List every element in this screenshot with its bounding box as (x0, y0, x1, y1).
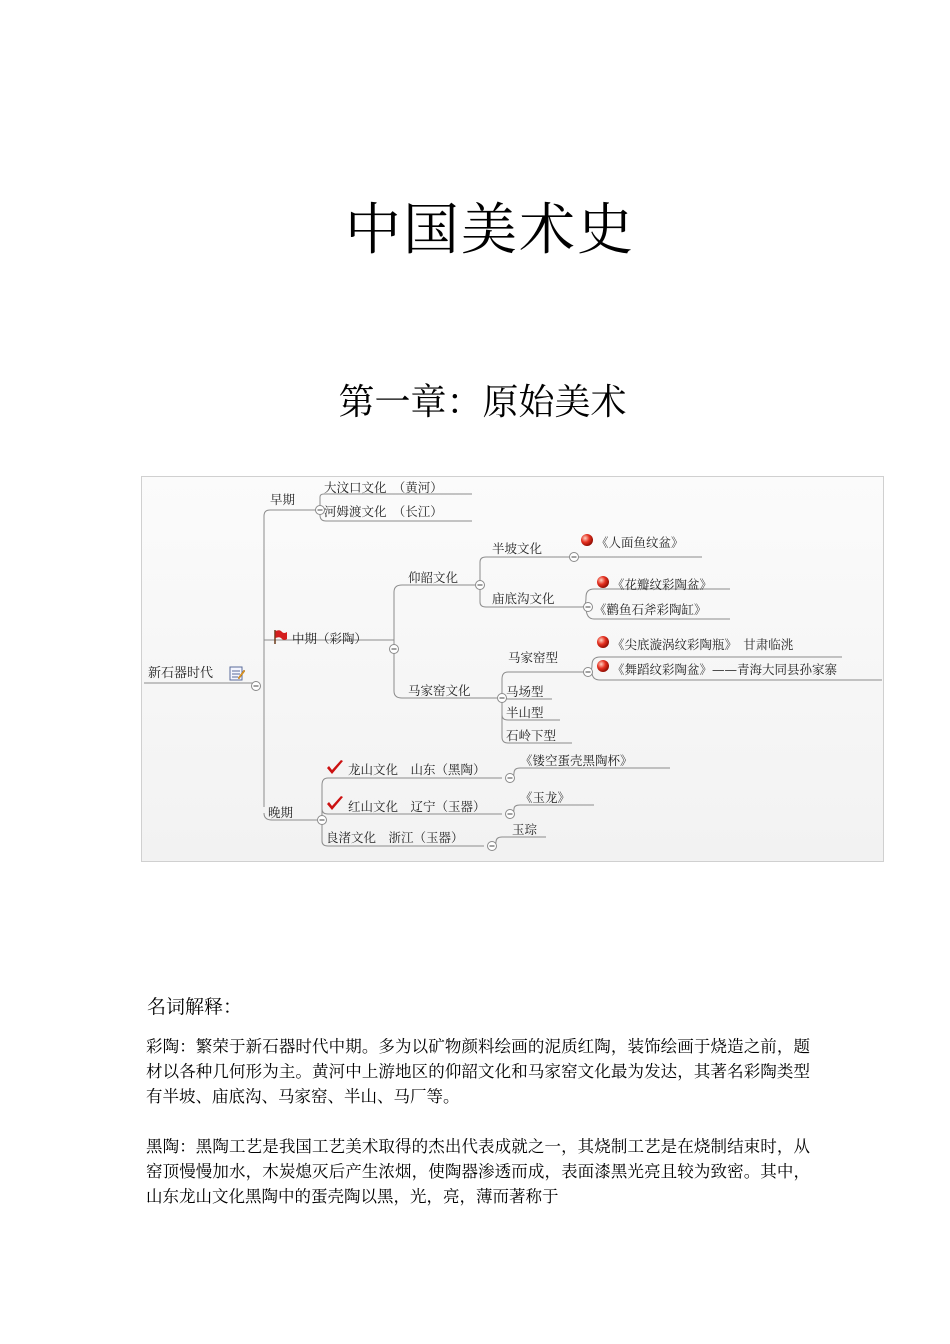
type-banshan: 半山型 (506, 705, 544, 720)
type-shilingxia: 石岭下型 (506, 728, 557, 743)
mindmap-root: 新石器时代 (148, 666, 214, 681)
early-culture-hemudu: 河姆渡文化 （长江） (324, 504, 443, 519)
red-ball-icon (596, 659, 610, 673)
checkmark-icon (326, 796, 344, 812)
branch-early: 早期 (270, 492, 296, 507)
culture-liangzhu: 良渚文化 浙江（玉器） (326, 830, 464, 845)
culture-banpo: 半坡文化 (492, 541, 543, 556)
early-culture-dawenkou: 大汶口文化 （黄河） (324, 480, 443, 495)
culture-majiayao: 马家窑文化 (408, 683, 471, 698)
work-guanyu-shifu-caitao-gang: 《鹳鱼石斧彩陶缸》 (594, 602, 707, 617)
work-loukong-danke-heitao-bei: 《镂空蛋壳黑陶杯》 (520, 753, 633, 768)
red-flag-icon (272, 629, 288, 645)
note-icon (229, 665, 245, 681)
branch-middle: 中期（彩陶） (292, 631, 368, 646)
work-huaban-wen-caitao-pen: 《花瓣纹彩陶盆》 (612, 577, 713, 592)
red-ball-icon (596, 635, 610, 649)
checkmark-icon (326, 760, 344, 776)
work-jiandi-xuanwo-wen-caitao-ping: 《尖底漩涡纹彩陶瓶》 甘肃临洮 (612, 637, 794, 652)
culture-hongshan: 红山文化 辽宁（玉器） (348, 799, 486, 814)
red-ball-icon (580, 533, 594, 547)
glossary-entry-heitao: 黑陶：黑陶工艺是我国工艺美术取得的杰出代表成就之一，其烧制工艺是在烧制结束时，从窑顶慢慢加水，木炭熄灭后产生浓烟，使陶器渗透而成，表面漆黑光亮且较为致密。其中，山东龙山文化黑陶中的蛋壳陶以黑，光，亮，薄而著称于 (146, 1137, 810, 1206)
glossary-entry-caitao: 彩陶：繁荣于新石器时代中期。多为以矿物颜料绘画的泥质红陶，装饰绘画于烧造之前，题材以各种几何形为主。黄河中上游地区的仰韶文化和马家窑文化最为发达，其著名彩陶类型有半坡、庙底沟、马家窑、半山、马厂等。 (146, 1037, 810, 1106)
type-majiayao: 马家窑型 (508, 650, 559, 665)
work-wudao-wen-caitao-pen: 《舞蹈纹彩陶盆》——青海大同县孙家寨 (612, 662, 838, 677)
mindmap-diagram (141, 476, 884, 862)
branch-late: 晚期 (268, 805, 294, 820)
culture-yangshao: 仰韶文化 (408, 570, 459, 585)
work-renmian-yuwen-pen: 《人面鱼纹盆》 (596, 535, 684, 550)
red-ball-icon (596, 575, 610, 589)
type-machang: 马场型 (506, 684, 544, 699)
work-yulong: 《玉龙》 (520, 790, 571, 805)
glossary-heading: 名词解释： (147, 996, 243, 1018)
chapter-heading: 第一章：原始美术 (338, 382, 627, 423)
culture-longshan: 龙山文化 山东（黑陶） (348, 762, 486, 777)
culture-miaodigou: 庙底沟文化 (492, 591, 555, 606)
document-title: 中国美术史 (345, 198, 635, 263)
work-yucong: 玉琮 (512, 822, 538, 837)
